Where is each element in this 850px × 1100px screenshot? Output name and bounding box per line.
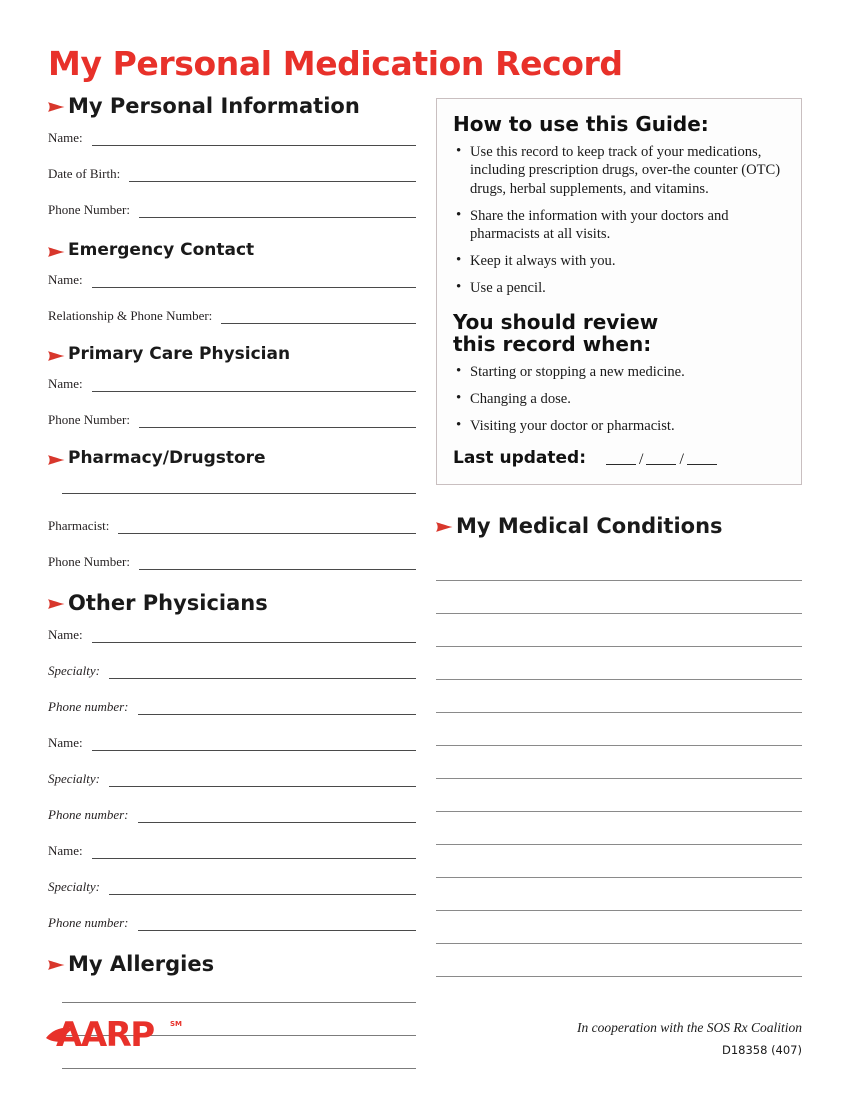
last-updated-row[interactable] xyxy=(453,448,785,468)
guide-bullet-list xyxy=(453,143,785,297)
date-blank-year[interactable] xyxy=(687,463,717,465)
how-to-use-guide-box xyxy=(436,98,802,485)
write-in-line[interactable] xyxy=(139,426,416,428)
date-separator: / xyxy=(679,451,684,469)
section-header-other-physicians xyxy=(48,592,416,614)
list-item-text: Share the information with your doctors and pharmacists at all visits. xyxy=(470,207,729,242)
write-in-line[interactable] xyxy=(62,1067,416,1069)
arrow-bullet-icon xyxy=(48,597,65,611)
arrow-bullet-icon xyxy=(48,958,65,972)
field-row-other-physician-specialty[interactable] xyxy=(48,664,416,679)
guide-review-bullet-list xyxy=(453,363,785,435)
write-in-line[interactable] xyxy=(436,843,802,845)
field-label: Name: xyxy=(48,130,83,146)
field-row-emergency-name[interactable] xyxy=(48,273,416,288)
field-label: Phone number: xyxy=(48,698,129,714)
bullet-icon: • xyxy=(456,206,462,223)
list-item xyxy=(453,279,785,297)
list-item xyxy=(453,417,785,435)
field-label: Name: xyxy=(48,375,83,391)
field-row-other-physician-specialty[interactable] xyxy=(48,880,416,895)
write-in-line[interactable] xyxy=(109,677,416,679)
section-header-pharmacy xyxy=(48,447,416,468)
write-in-line[interactable] xyxy=(139,216,416,218)
field-label: Pharmacist: xyxy=(48,517,110,533)
field-label: Relationship & Phone Number: xyxy=(48,307,213,323)
bullet-icon: • xyxy=(456,362,462,379)
page-title: My Personal Medication Record xyxy=(48,44,623,83)
write-in-line[interactable] xyxy=(436,777,802,779)
field-row-date-of-birth[interactable] xyxy=(48,167,416,182)
date-blank-month[interactable] xyxy=(606,463,636,465)
section-label: Pharmacy/Drugstore xyxy=(68,447,266,468)
list-item-text: Changing a dose. xyxy=(470,390,571,407)
section-label: Emergency Contact xyxy=(68,240,255,261)
list-item-text: Keep it always with you. xyxy=(470,252,616,269)
field-row-name[interactable] xyxy=(48,131,416,146)
last-updated-label: Last updated: xyxy=(453,448,587,469)
section-header-emergency-contact xyxy=(48,242,416,260)
arrow-bullet-icon xyxy=(48,245,65,259)
field-row-emergency-relationship-phone[interactable] xyxy=(48,309,416,324)
section-header-allergies xyxy=(48,953,416,975)
write-in-line[interactable] xyxy=(118,532,416,534)
section-label: My Personal Information xyxy=(68,94,360,118)
section-header-medical-conditions xyxy=(436,515,802,537)
write-in-line[interactable] xyxy=(109,785,416,787)
list-item xyxy=(453,390,785,408)
write-in-line[interactable] xyxy=(436,612,802,614)
date-separator: / xyxy=(639,451,644,469)
list-item xyxy=(453,363,785,381)
date-blank-day[interactable] xyxy=(646,463,676,465)
section-header-personal-information xyxy=(48,95,416,117)
list-item xyxy=(453,252,785,270)
write-in-line[interactable] xyxy=(436,810,802,812)
write-in-line[interactable] xyxy=(436,876,802,878)
field-label: Date of Birth: xyxy=(48,166,121,182)
write-in-line[interactable] xyxy=(129,180,416,182)
write-in-line[interactable] xyxy=(436,678,802,680)
arrow-bullet-icon xyxy=(48,349,65,363)
write-in-line[interactable] xyxy=(109,893,416,895)
write-in-line[interactable] xyxy=(62,1001,416,1003)
write-in-line[interactable] xyxy=(62,492,416,494)
field-row-other-physician-phone[interactable] xyxy=(48,916,416,931)
guide-review-title xyxy=(453,311,785,356)
aarp-logo xyxy=(44,1012,194,1056)
field-row-phone-number[interactable] xyxy=(48,203,416,218)
write-in-line[interactable] xyxy=(436,909,802,911)
footer-text-block xyxy=(577,1020,802,1057)
section-label: Primary Care Physician xyxy=(68,343,291,364)
bullet-icon: • xyxy=(456,417,462,434)
field-label: Specialty: xyxy=(48,770,100,786)
write-in-line[interactable] xyxy=(138,821,416,823)
guide-review-title-line1: You should review xyxy=(453,310,659,335)
write-in-line[interactable] xyxy=(92,749,416,751)
field-label: Specialty: xyxy=(48,662,100,678)
field-row-pharmacist[interactable] xyxy=(48,519,416,534)
write-in-line[interactable] xyxy=(436,744,802,746)
write-in-line[interactable] xyxy=(138,713,416,715)
write-in-line[interactable] xyxy=(221,322,416,324)
field-row-other-physician-phone[interactable] xyxy=(48,808,416,823)
field-row-pcp-name[interactable] xyxy=(48,377,416,392)
field-row-other-physician-name[interactable] xyxy=(48,628,416,643)
write-in-line[interactable] xyxy=(436,579,802,581)
bullet-icon: • xyxy=(456,251,462,268)
guide-review-title-line2: this record when: xyxy=(453,332,652,357)
list-item-text: Visiting your doctor or pharmacist. xyxy=(470,418,675,435)
write-in-line[interactable] xyxy=(92,144,416,146)
list-item-text: Use this record to keep track of your medications, including prescription drugs, over-the counter (OTC) drugs, herbal supplements, and vitamins. xyxy=(470,144,781,197)
list-item xyxy=(453,207,785,243)
section-header-primary-care-physician xyxy=(48,343,416,364)
field-label: Phone Number: xyxy=(48,411,130,427)
field-label: Name: xyxy=(48,842,83,858)
right-column xyxy=(436,98,802,977)
section-label: My Allergies xyxy=(68,951,215,976)
svg-text:SM: SM xyxy=(170,1020,183,1028)
field-row-other-physician-name[interactable] xyxy=(48,844,416,859)
list-item-text: Starting or stopping a new medicine. xyxy=(470,363,685,380)
section-label: My Medical Conditions xyxy=(456,514,723,539)
section-label: Other Physicians xyxy=(68,590,268,615)
field-row-other-physician-phone[interactable] xyxy=(48,700,416,715)
write-in-line[interactable] xyxy=(436,975,802,977)
write-in-line[interactable] xyxy=(138,929,416,931)
write-in-line[interactable] xyxy=(139,568,416,570)
field-label: Phone Number: xyxy=(48,553,130,569)
arrow-bullet-icon xyxy=(436,520,453,534)
left-column xyxy=(48,95,416,1069)
write-in-line[interactable] xyxy=(92,641,416,643)
cooperation-note: In cooperation with the SOS Rx Coalition xyxy=(577,1020,802,1035)
bullet-icon: • xyxy=(456,278,462,295)
field-label: Specialty: xyxy=(48,878,100,894)
field-label: Phone number: xyxy=(48,914,129,930)
arrow-bullet-icon xyxy=(48,100,65,114)
write-in-line[interactable] xyxy=(92,286,416,288)
field-row-other-physician-name[interactable] xyxy=(48,736,416,751)
write-in-line[interactable] xyxy=(436,645,802,647)
write-in-line[interactable] xyxy=(436,711,802,713)
list-item-text: Use a pencil. xyxy=(470,279,546,296)
arrow-bullet-icon xyxy=(48,453,65,467)
write-in-line[interactable] xyxy=(436,942,802,944)
bullet-icon: • xyxy=(456,389,462,406)
field-row-other-physician-specialty[interactable] xyxy=(48,772,416,787)
field-label: Name: xyxy=(48,626,83,642)
field-label: Name: xyxy=(48,734,83,750)
bullet-icon: • xyxy=(456,143,462,160)
field-label: Name: xyxy=(48,271,83,287)
field-label: Phone Number: xyxy=(48,202,130,218)
field-row-pcp-phone[interactable] xyxy=(48,413,416,428)
list-item xyxy=(453,143,785,197)
field-row-pharmacy-phone[interactable] xyxy=(48,555,416,570)
guide-title: How to use this Guide: xyxy=(453,112,709,136)
write-in-line[interactable] xyxy=(92,857,416,859)
document-number: D18358 (407) xyxy=(721,1043,802,1057)
last-updated-date-blanks[interactable] xyxy=(606,452,717,468)
svg-text:AARP: AARP xyxy=(56,1015,154,1055)
field-label: Phone number: xyxy=(48,806,129,822)
write-in-line[interactable] xyxy=(92,390,416,392)
